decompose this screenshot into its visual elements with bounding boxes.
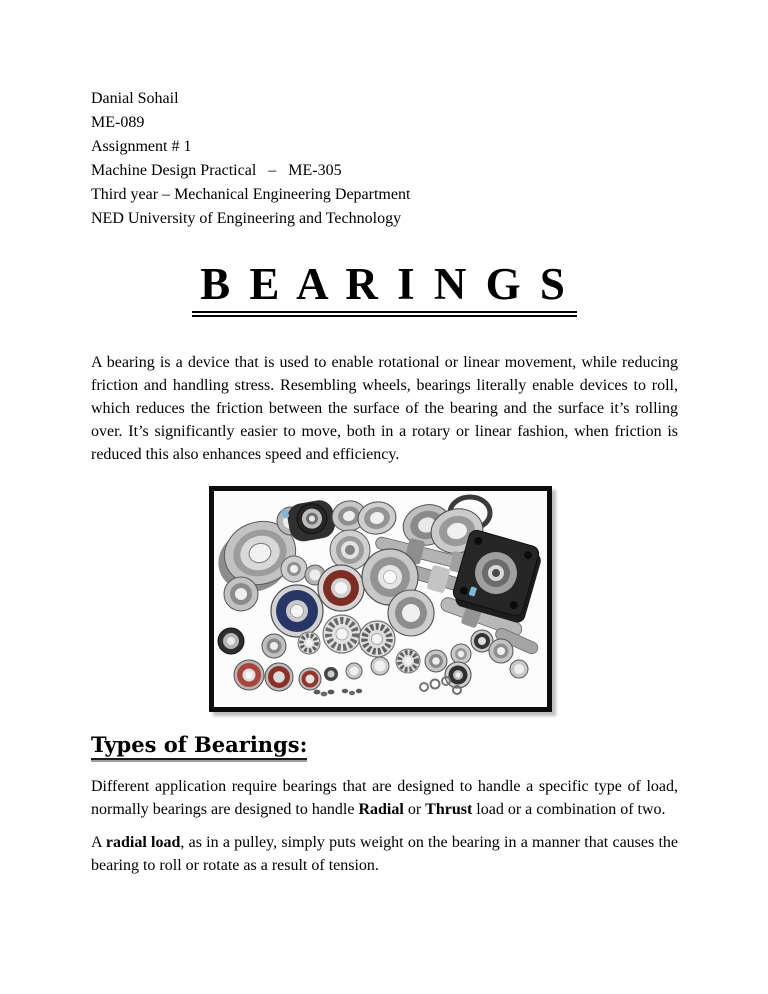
intro-paragraph: A bearing is a device that is used to enable rotational or linear movement, while reducing friction and handling stress. Resembling wheels, bearings literally enable devices to roll, which reduces the friction between the surface of the bearing and the surface it’s rolling over. It’s significantly easier to move, both in a rotary or linear fashion, when friction is reduced this also enhances speed and efficiency. (91, 354, 678, 463)
bearings-figure (209, 486, 552, 712)
thrust-term: Thrust (425, 801, 473, 818)
roll-number: ME-089 (91, 114, 145, 131)
radial-load-seg1: A (91, 834, 106, 851)
radial-term: Radial (358, 801, 404, 818)
assignment-number: Assignment # 1 (91, 138, 192, 155)
types-of-bearings-heading (91, 730, 678, 760)
document-title-text: B E A R I N G S (192, 259, 577, 317)
types-of-bearings-heading-text: Types of Bearings: (91, 732, 307, 760)
year-department: Third year – Mechanical Engineering Department (91, 186, 411, 203)
types-paragraph-seg2: or (403, 801, 426, 818)
radial-load-term: radial load (105, 834, 181, 851)
radial-load-seg2: , as in a pulley, simply puts weight on the bearing in a manner that causes the bearing to roll or rotate as a result of tension. (91, 834, 679, 874)
types-paragraph-seg1: Different application require bearings that are designed to handle a specific type of load, normally bearings are designed to handle (91, 778, 678, 818)
university-name: NED University of Engineering and Technology (91, 210, 402, 227)
assorted-bearings-photo (214, 491, 547, 707)
types-paragraph-seg3: load or a combination of two. (472, 801, 666, 818)
document-title (91, 258, 678, 310)
author-name: Danial Sohail (91, 90, 179, 107)
types-paragraph (91, 775, 678, 821)
course-name: Machine Design Practical – ME-305 (91, 162, 342, 179)
student-info-block (91, 0, 678, 231)
radial-load-paragraph (91, 831, 678, 877)
